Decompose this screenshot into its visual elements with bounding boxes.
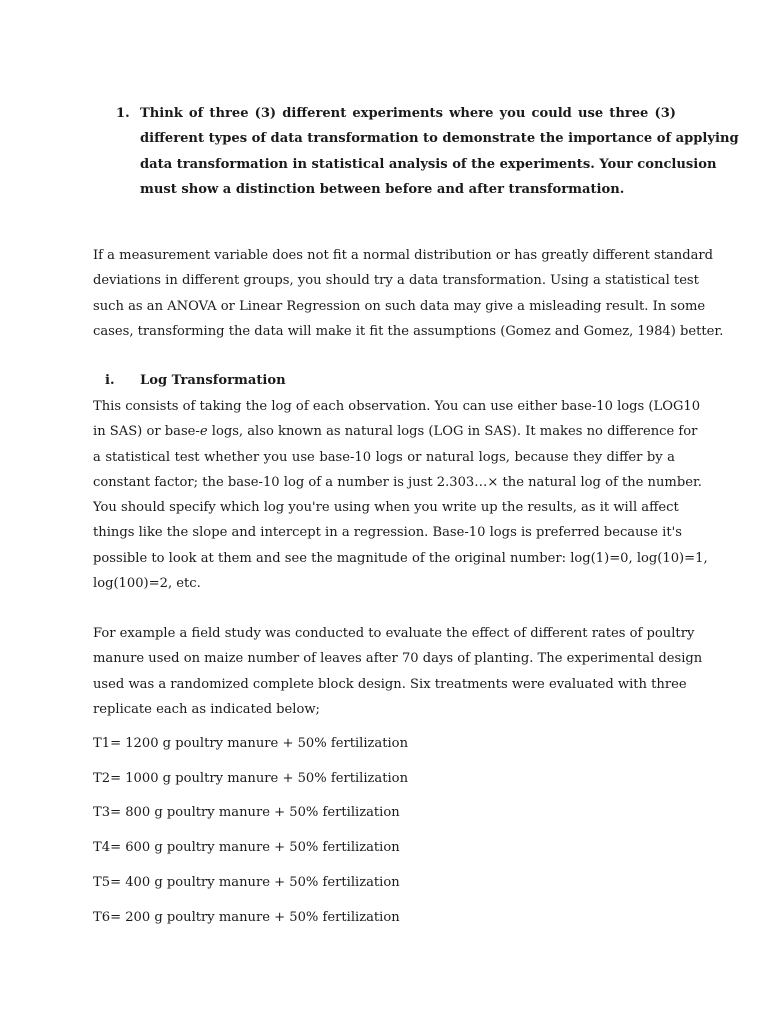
intro-line: cases, transforming the data will make it fit the assumptions (Gomez and Gomez, 1984) better. [93, 323, 724, 339]
example-line: For example a field study was conducted to evaluate the effect of different rates of poultry [93, 626, 695, 641]
log-line: This consists of taking the log of each observation. You can use either base-10 logs (LOG10 [93, 399, 701, 414]
example-paragraph [93, 621, 703, 722]
section-heading [105, 368, 286, 393]
treatment-item: T6= 200 g poultry manure + 50% fertilization [93, 910, 400, 925]
log-line: log(100)=2, etc. [93, 576, 201, 592]
treatment-item: T4= 600 g poultry manure + 50% fertilization [93, 840, 400, 855]
log-paragraph [93, 394, 708, 596]
treatment-item: T3= 800 g poultry manure + 50% fertilization [93, 805, 400, 820]
log-line: You should specify which log you're using when you write up the results, as it will affect [93, 500, 679, 516]
section-title: Log Transformation [140, 373, 286, 388]
question-line: Think of three (3) different experiments where you could use three (3) [140, 106, 676, 121]
question-block [116, 101, 739, 202]
question-text [140, 101, 739, 202]
log-line: in SAS) or base-e logs, also known as natural logs (LOG in SAS). It makes no difference for [93, 424, 698, 440]
section-number: i. [105, 373, 115, 388]
intro-line: deviations in different groups, you should try a data transformation. Using a statistical test [93, 273, 699, 289]
intro-paragraph [93, 243, 724, 344]
treatment-item: T2= 1000 g poultry manure + 50% fertilization [93, 771, 408, 786]
question-number: 1. [116, 106, 130, 121]
example-line: used was a randomized complete block design. Six treatments were evaluated with three [93, 676, 687, 692]
question-line: data transformation in statistical analysis of the experiments. Your conclusion [140, 156, 717, 172]
example-line: manure used on maize number of leaves after 70 days of planting. The experimental design [93, 651, 703, 667]
intro-line: If a measurement variable does not fit a normal distribution or has greatly different standard [93, 248, 714, 263]
question-line: different types of data transformation to demonstrate the importance of applying [140, 131, 739, 147]
treatment-item: T5= 400 g poultry manure + 50% fertilization [93, 875, 400, 890]
question-line: must show a distinction between before and after transformation. [140, 181, 625, 197]
log-line: things like the slope and intercept in a regression. Base-10 logs is preferred because it's [93, 525, 682, 541]
log-line: a statistical test whether you use base-10 logs or natural logs, because they differ by a [93, 449, 675, 465]
treatment-item: T1= 1200 g poultry manure + 50% fertilization [93, 736, 408, 751]
log-line: possible to look at them and see the magnitude of the original number: log(1)=0, log(10)=1, [93, 550, 708, 566]
intro-line: such as an ANOVA or Linear Regression on such data may give a misleading result. In some [93, 298, 706, 314]
log-line: constant factor; the base-10 log of a number is just 2.303…× the natural log of the number. [93, 474, 702, 490]
example-line: replicate each as indicated below; [93, 701, 320, 717]
